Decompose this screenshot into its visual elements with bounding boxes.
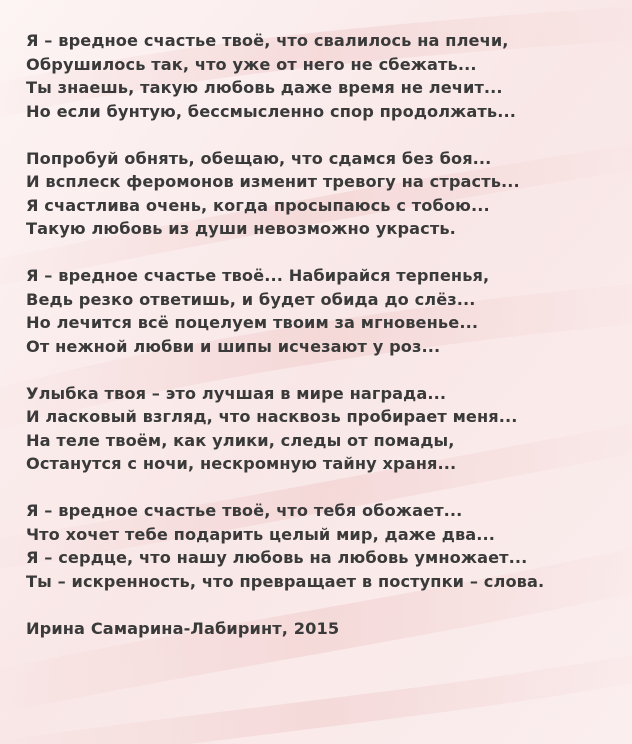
poem-line: И ласковый взгляд, что насквозь пробирает меня... xyxy=(26,407,518,426)
poem-line: Обрушилось так, что уже от него не сбежать... xyxy=(26,54,477,74)
poem-line: На теле твоём, как улики, следы от помады, xyxy=(26,430,455,450)
poem-line: Но если бунтую, бессмысленно спор продолжать... xyxy=(26,101,516,121)
poem-line: Я – вредное счастье твоё... Набирайся терпенья, xyxy=(26,266,490,285)
poem-line: Ты знаешь, такую любовь даже время не лечит... xyxy=(26,78,503,97)
poem-line: Ведь резко ответишь, и будет обида до слёз... xyxy=(26,289,476,309)
stanza-1 xyxy=(26,29,626,123)
stanza-2 xyxy=(26,147,626,241)
poem-line: Ты – искренность, что превращает в поступки – слова. xyxy=(26,571,545,591)
stanza-4 xyxy=(26,382,626,476)
poem-line: От нежной любви и шипы исчезают у роз... xyxy=(26,336,441,356)
poem-line: Я – сердце, что нашу любовь на любовь умножает... xyxy=(26,548,528,567)
poem-text xyxy=(26,29,626,640)
poem-line: Такую любовь из души невозможно украсть. xyxy=(26,219,456,238)
poem-line: Останутся с ночи, нескромную тайну храня... xyxy=(26,454,457,473)
poem-line: Я счастлива очень, когда просыпаюсь с тобою... xyxy=(26,195,490,215)
stanza-3 xyxy=(26,264,626,358)
poem-line: Но лечится всё поцелуем твоим за мгновенье... xyxy=(26,313,479,332)
poem-line: Я – вредное счастье твоё, что тебя обожает... xyxy=(26,501,463,520)
stanza-5 xyxy=(26,499,626,593)
author-signature: Ирина Самарина-Лабиринт, 2015 xyxy=(26,618,340,638)
poem-line: Попробуй обнять, обещаю, что сдамся без боя... xyxy=(26,148,492,168)
poem-line: И всплеск феромонов изменит тревогу на страсть... xyxy=(26,172,520,191)
poem-line: Улыбка твоя – это лучшая в мире награда... xyxy=(26,383,447,403)
poem-line: Я – вредное счастье твоё, что свалилось на плечи, xyxy=(26,31,509,50)
poem-line: Что хочет тебе подарить целый мир, даже два... xyxy=(26,524,496,544)
